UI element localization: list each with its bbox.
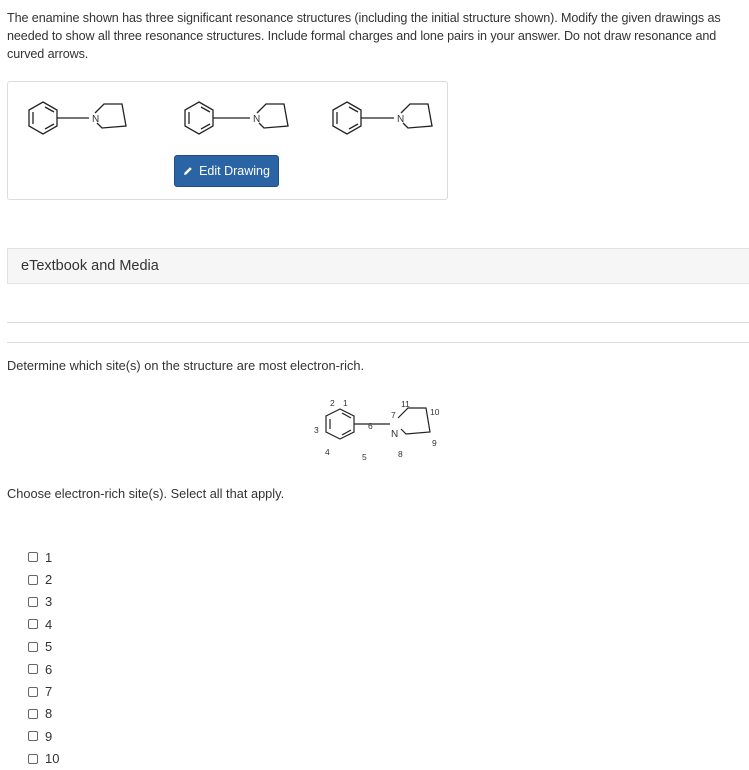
question-text: The enamine shown has three significant resonance structures (including the initial structure shown). Modify the given drawings as needed to show all three resonance structures. Include formal charges and lone pairs in your answer. Do not draw resonance and curved arrows. <box>7 11 721 61</box>
option-6[interactable] <box>28 658 59 680</box>
site-label-7: 7 <box>391 410 396 420</box>
checkbox[interactable] <box>28 597 38 607</box>
option-label: 3 <box>45 594 53 610</box>
site-label-9: 9 <box>432 438 437 448</box>
enamine-structure-3[interactable] <box>326 98 442 144</box>
checkbox[interactable] <box>28 754 38 764</box>
site-label-3: 3 <box>314 425 319 435</box>
site-label-2: 2 <box>330 398 335 408</box>
nitrogen-label: N <box>92 114 100 125</box>
option-7[interactable] <box>28 680 59 702</box>
nitrogen-label: N <box>397 114 405 125</box>
option-label: 10 <box>45 751 60 767</box>
site-label-4: 4 <box>325 447 330 457</box>
option-4[interactable] <box>28 613 59 635</box>
site-label-6: 6 <box>368 421 373 431</box>
etextbook-label: eTextbook and Media <box>21 258 159 274</box>
option-5[interactable] <box>28 636 59 658</box>
option-3[interactable] <box>28 591 59 613</box>
option-label: 9 <box>45 728 53 744</box>
checkbox[interactable] <box>28 575 38 585</box>
checkbox[interactable] <box>28 687 38 697</box>
option-label: 6 <box>45 661 53 677</box>
enamine-structure-1[interactable] <box>22 98 134 144</box>
enamine-structure-2[interactable] <box>178 98 298 144</box>
checkbox[interactable] <box>28 664 38 674</box>
site-label-11: 11 <box>401 399 410 409</box>
option-label: 7 <box>45 684 53 700</box>
option-2[interactable] <box>28 568 59 590</box>
option-label: 8 <box>45 706 53 722</box>
site-options <box>28 546 59 770</box>
choose-prompt: Choose electron-rich site(s). Select all that apply. <box>7 486 285 501</box>
option-8[interactable] <box>28 703 59 725</box>
drawing-panel <box>7 81 448 200</box>
site-label-10: 10 <box>430 407 440 417</box>
option-label: 1 <box>45 549 53 565</box>
checkbox[interactable] <box>28 619 38 629</box>
divider <box>7 322 749 323</box>
checkbox[interactable] <box>28 642 38 652</box>
checkbox[interactable] <box>28 709 38 719</box>
site-label-1: 1 <box>343 398 348 408</box>
checkbox[interactable] <box>28 731 38 741</box>
checkbox[interactable] <box>28 552 38 562</box>
etextbook-media-toggle[interactable] <box>7 248 749 284</box>
option-label: 2 <box>45 572 53 588</box>
divider <box>7 342 749 343</box>
option-9[interactable] <box>28 725 59 747</box>
numbered-enamine-structure <box>306 394 456 464</box>
option-10[interactable] <box>28 748 59 770</box>
nitrogen-label: N <box>391 429 399 440</box>
option-1[interactable] <box>28 546 59 568</box>
option-label: 4 <box>45 616 53 632</box>
edit-drawing-button[interactable] <box>174 155 279 187</box>
pencil-icon <box>183 166 193 176</box>
nitrogen-label: N <box>253 114 261 125</box>
edit-drawing-label: Edit Drawing <box>199 164 270 178</box>
part-question: Determine which site(s) on the structure are most electron-rich. <box>7 358 365 373</box>
site-label-5: 5 <box>362 452 367 462</box>
option-label: 5 <box>45 639 53 655</box>
site-label-8: 8 <box>398 449 403 459</box>
